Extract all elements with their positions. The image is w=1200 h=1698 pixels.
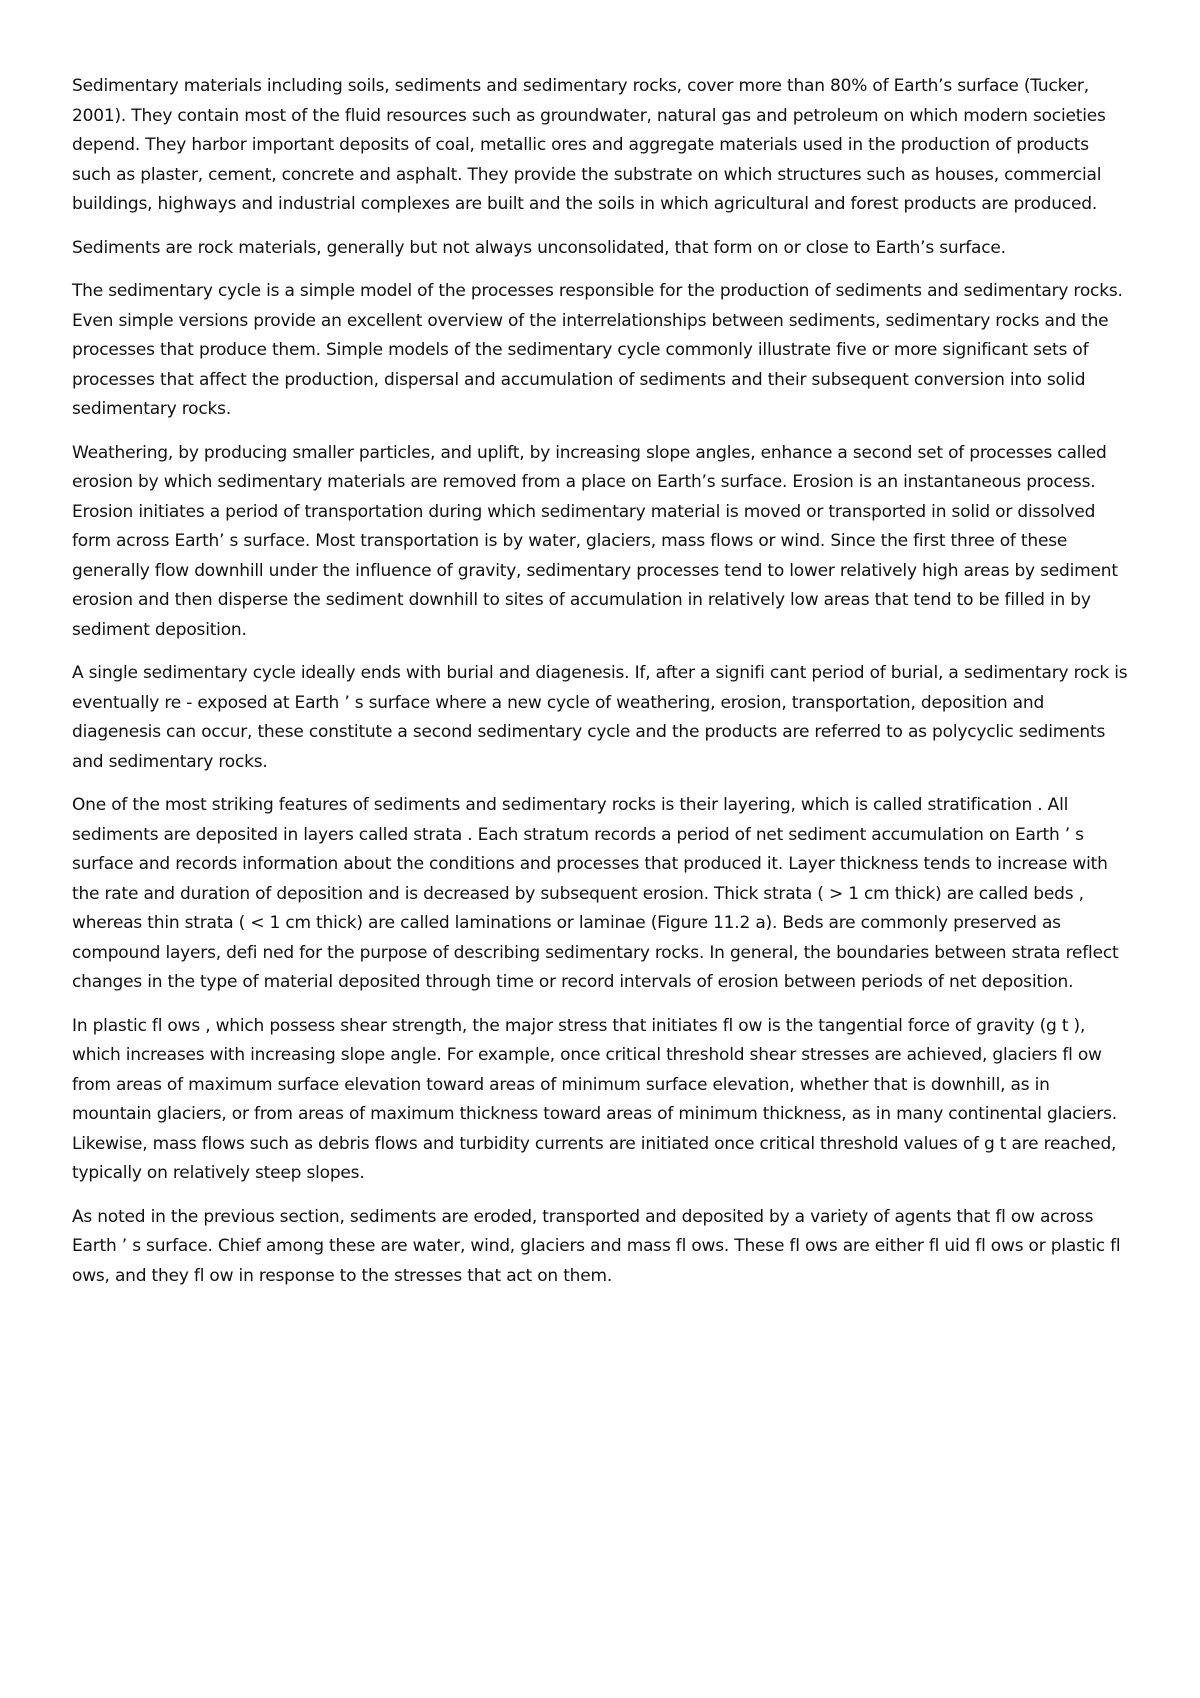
- paragraph-flow-agents: As noted in the previous section, sediments are eroded, transported and deposited by a variety of agents that fl ow across Earth ’ s surface. Chief among these are water, wind, glaciers and mass fl ows. These fl ows are either fl uid fl ows or plastic fl ows, and they fl ow in response to the stresses that act on them.: [72, 1206, 1121, 1286]
- paragraph-plastic-flows: In plastic fl ows , which possess shear strength, the major stress that initiates fl ow is the tangential force of gravity (g t ), which increases with increasing slope angle. For example, once critical threshold shear stresses are achieved, glaciers fl ow from areas of maximum surface elevation toward areas of minimum surface elevation, whether that is downhill, as in mountain glaciers, or from areas of maximum thickness toward areas of minimum thickness, as in many continental glaciers. Likewise, mass flows such as debris flows and turbidity currents are initiated once critical threshold values of g t are reached, typically on relatively steep slopes.: [72, 1015, 1117, 1183]
- paragraph-stratification: One of the most striking features of sediments and sedimentary rocks is their layering, which is called stratification . All sediments are deposited in layers called strata . Each stratum records a period of net sediment accumulation on Earth ’ s surface and records information about the conditions and processes that produced it. Layer thickness tends to increase with the rate and duration of deposition and is decreased by subsequent erosion. Thick strata ( > 1 cm thick) are called beds , whereas thin strata ( < 1 cm thick) are called laminations or laminae (Figure 11.2 a). Beds are commonly preserved as compound layers, defi ned for the purpose of describing sedimentary rocks. In general, the boundaries between strata reflect changes in the type of material deposited through time or record intervals of erosion between periods of net deposition.: [72, 795, 1119, 992]
- paragraph-burial-diagenesis: A single sedimentary cycle ideally ends with burial and diagenesis. If, after a signifi cant period of burial, a sedimentary rock is eventually re - exposed at Earth ’ s surface where a new cycle of weathering, erosion, transportation, deposition and diagenesis can occur, these constitute a second sedimentary cycle and the products are referred to as polycyclic sediments and sedimentary rocks.: [72, 663, 1128, 772]
- paragraph-sedimentary-materials: Sedimentary materials including soils, sediments and sedimentary rocks, cover more than 80% of Earth’s surface (Tucker, 2001). They contain most of the fluid resources such as groundwater, natural gas and petroleum on which modern societies depend. They harbor important deposits of coal, metallic ores and aggregate materials used in the production of products such as plaster, cement, concrete and asphalt. They provide the substrate on which structures such as houses, commercial buildings, highways and industrial complexes are built and the soils in which agricultural and forest products are produced.: [72, 76, 1106, 214]
- paragraph-weathering-erosion: Weathering, by producing smaller particles, and uplift, by increasing slope angles, enhance a second set of processes called erosion by which sedimentary materials are removed from a place on Earth’s surface. Erosion is an instantaneous process. Erosion initiates a period of transportation during which sedimentary material is moved or transported in solid or dissolved form across Earth’ s surface. Most transportation is by water, glaciers, mass flows or wind. Since the first three of these generally flow downhill under the influence of gravity, sedimentary processes tend to lower relatively high areas by sediment erosion and then disperse the sediment downhill to sites of accumulation in relatively low areas that tend to be filled in by sediment deposition.: [72, 442, 1118, 640]
- document-body: [72, 72, 1128, 1305]
- paragraph-sediments-definition: Sediments are rock materials, generally but not always unconsolidated, that form on or close to Earth’s surface.: [72, 237, 1006, 258]
- paragraph-sedimentary-cycle: The sedimentary cycle is a simple model of the processes responsible for the production of sediments and sedimentary rocks. Even simple versions provide an excellent overview of the interrelationships between sediments, sedimentary rocks and the processes that produce them. Simple models of the sedimentary cycle commonly illustrate five or more significant sets of processes that affect the production, dispersal and accumulation of sediments and their subsequent conversion into solid sedimentary rocks.: [72, 281, 1123, 419]
